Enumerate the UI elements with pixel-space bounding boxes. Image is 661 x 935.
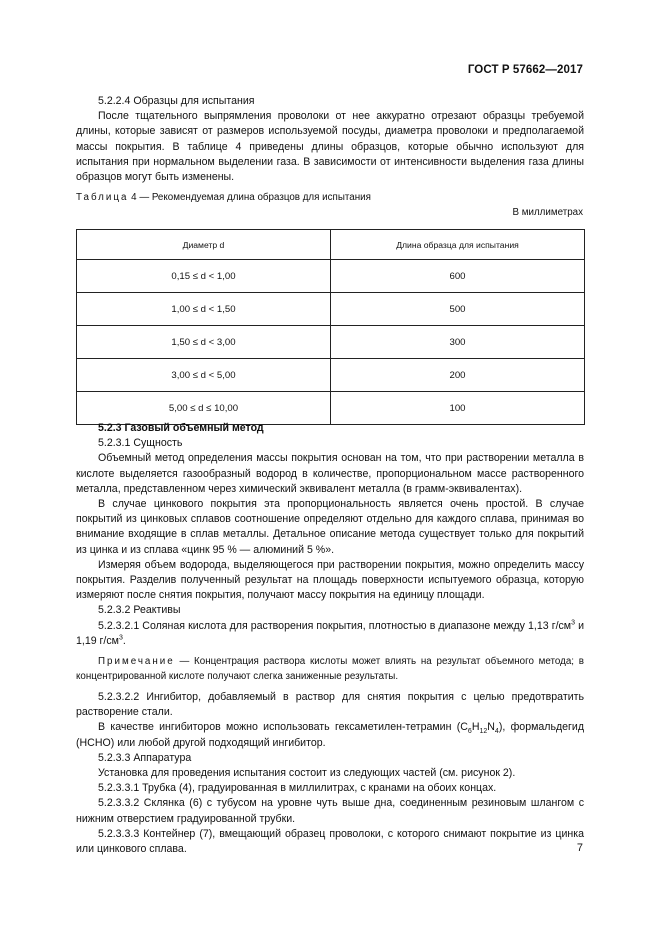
paragraph: В случае цинкового покрытия эта пропорциональность является очень простой. В случае покрытий из цинковых сплавов соотношение определяют отдельно для каждого сплава, принимая во внимание входящие в сплав металлы. Детальное описание метода существует только для покрытий из цинка и из сплава «цинк 95 % — алюминий 5 %». — [76, 498, 584, 556]
section-heading: 5.2.3 Газовый объемный метод — [98, 422, 264, 434]
table-units: В миллиметрах — [512, 207, 583, 218]
diameter-cell: 1,50 ≤ d < 3,00 — [77, 326, 331, 359]
paragraph: Объемный метод определения массы покрытия основан на том, что при растворении металла в кислоте выделяется газообразный водород в количестве, пропорциональном массе растворенного металла, представленном через химический эквивалент металла (в грамм-эквивалентах). — [76, 452, 584, 495]
standard-header: ГОСТ Р 57662—2017 — [467, 64, 583, 76]
table-caption-label: Таблица — [76, 192, 129, 203]
section-heading: 5.2.2.4 Образцы для испытания — [98, 95, 255, 107]
diameter-cell: 5,00 ≤ d ≤ 10,00 — [77, 392, 331, 425]
column-header-diameter: Диаметр d — [77, 230, 331, 260]
formula-h: H — [471, 721, 480, 734]
reagent-text-cont: и 1,19 г/см — [76, 619, 584, 647]
paragraph: Установка для проведения испытания состоит из следующих частей (см. рисунок 2). — [98, 767, 516, 780]
subsection-heading: 5.2.3.3 Аппаратура — [98, 751, 192, 764]
length-cell: 300 — [331, 326, 585, 359]
paragraph: После тщательного выпрямления проволоки от нее аккуратно отрезают образцы требуемой длины, которые зависят от размеров используемой посуды, диаметра проволоки и предполагаемой массы покрытия. В таблице 4 приведены длины образцов, которые обычно используют для испытания при нормальном выделении газа. В зависимости от интенсивности выделения газа длины образцов могут быть изменены. — [76, 110, 584, 184]
section-5-2-3 — [76, 421, 584, 857]
subsection-heading: 5.2.3.2 Реактивы — [98, 604, 181, 617]
note-text: — Концентрация раствора кислоты может влиять на результат объемного метода; в концентрированной кислоте получают слегка заниженные результаты. — [76, 656, 584, 682]
paragraph: 5.2.3.3.3 Контейнер (7), вмещающий образец проволоки, с которого снимают покрытие из цинка или цинкового сплава. — [76, 827, 584, 856]
subscript: 6 — [467, 728, 472, 736]
length-cell: 200 — [331, 359, 585, 392]
subscript: 12 — [479, 728, 488, 736]
note-label: Примечание — [98, 656, 175, 668]
column-header-length: Длина образца для испытания — [331, 230, 585, 260]
note — [76, 655, 584, 684]
paragraph — [76, 720, 584, 750]
inhibitor-text: В качестве ингибиторов можно использовать гексаметилен-тетрамин (C — [98, 721, 468, 734]
sample-length-table — [76, 229, 585, 425]
table-row — [77, 326, 585, 359]
table-row — [77, 359, 585, 392]
table-caption-text: 4 — Рекомендуемая длина образцов для испытания — [128, 192, 371, 203]
formula-n: N — [487, 721, 495, 734]
paragraph: 5.2.3.3.2 Склянка (6) с тубусом на уровне чуть выше дна, соединенным резиновым шлангом с нижним отверстием градуированной трубки. — [76, 797, 584, 825]
paragraph: 5.2.3.2.2 Ингибитор, добавляемый в раствор для снятия покрытия с целью предотвратить растворение стали. — [76, 691, 584, 719]
superscript: 3 — [118, 634, 123, 642]
table-header-row — [77, 230, 585, 260]
subscript: 4 — [494, 728, 499, 736]
table-row — [77, 260, 585, 293]
page-number: 7 — [576, 842, 583, 854]
diameter-cell: 3,00 ≤ d < 5,00 — [77, 359, 331, 392]
section-5-2-2-4 — [76, 94, 584, 185]
inhibitor-text-cont: ), формальдегид (НСНО) или любой другой подходящий ингибитор. — [76, 721, 585, 749]
diameter-cell: 0,15 ≤ d < 1,00 — [77, 260, 331, 293]
length-cell: 500 — [331, 293, 585, 326]
paragraph: 5.2.3.3.1 Трубка (4), градуированная в миллилитрах, с кранами на обоих концах. — [98, 782, 497, 795]
length-cell: 600 — [331, 260, 585, 293]
table-row — [77, 392, 585, 425]
reagent-text: 5.2.3.2.1 Соляная кислота для растворения покрытия, плотностью в диапазоне между 1,13 г/см — [98, 619, 572, 632]
subsection-heading: 5.2.3.1 Сущность — [98, 437, 183, 450]
paragraph: Измеряя объем водорода, выделяющегося при растворении покрытия, можно определить массу покрытия. Разделив полученный результат на площадь поверхности испытуемого образца, которую измеряют после снятия покрытия, получают массу покрытия на единицу площади. — [76, 558, 584, 602]
length-cell: 100 — [331, 392, 585, 425]
diameter-cell: 1,00 ≤ d < 1,50 — [77, 293, 331, 326]
reagent-text-end: . — [122, 634, 126, 647]
table-caption — [76, 192, 371, 203]
superscript: 3 — [571, 619, 575, 627]
table-row — [77, 293, 585, 326]
paragraph — [76, 619, 584, 649]
